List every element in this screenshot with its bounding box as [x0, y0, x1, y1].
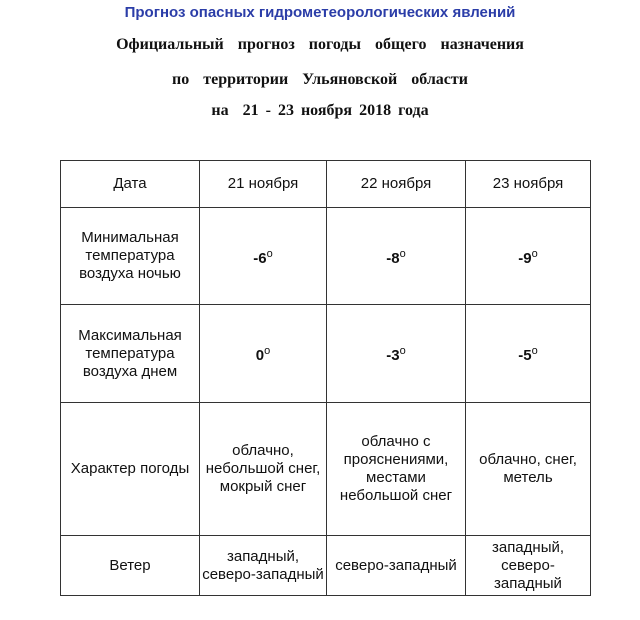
max-temp-22: $-3^о$ [327, 305, 466, 403]
wind-21: западный, северо-западный [200, 536, 327, 596]
date-label: Дата [61, 161, 200, 208]
min-temp-21: $-6^о$ [200, 208, 327, 305]
weather-character-row [61, 403, 591, 536]
min-temp-23: $-9^о$ [466, 208, 591, 305]
forecast-period: на 21 - 23 ноября 2018 года [211, 102, 429, 119]
forecast-territory: по территории Ульяновской области [172, 71, 468, 88]
wind-row [61, 536, 591, 596]
forecast-heading: Официальный прогноз погоды общего назначения [116, 36, 524, 53]
day-23-header: 23 ноября [466, 161, 591, 208]
wind-22: северо-западный [327, 536, 466, 596]
day-21-header: 21 ноября [200, 161, 327, 208]
min-temp-22: $-8^о$ [327, 208, 466, 305]
weather-character-label: Характер погоды [61, 403, 200, 536]
max-temp-label: Максимальная температура воздуха днем [61, 305, 200, 403]
min-temp-label: Минимальная температура воздуха ночью [61, 208, 200, 305]
max-temp-21: $0^о$ [200, 305, 327, 403]
min-temp-row [61, 208, 591, 305]
weather-21: облачно, небольшой снег, мокрый снег [200, 403, 327, 536]
wind-label: Ветер [61, 536, 200, 596]
wind-23: западный, северо-западный [466, 536, 591, 596]
date-row [61, 161, 591, 208]
weather-22: облачно с прояснениями, местами небольшой снег [327, 403, 466, 536]
hazard-forecast-link[interactable]: Прогноз опасных гидрометеорологических явлений [124, 4, 516, 21]
max-temp-row [61, 305, 591, 403]
weather-23: облачно, снег, метель [466, 403, 591, 536]
day-22-header: 22 ноября [327, 161, 466, 208]
max-temp-23: $-5^о$ [466, 305, 591, 403]
forecast-table [60, 160, 591, 596]
